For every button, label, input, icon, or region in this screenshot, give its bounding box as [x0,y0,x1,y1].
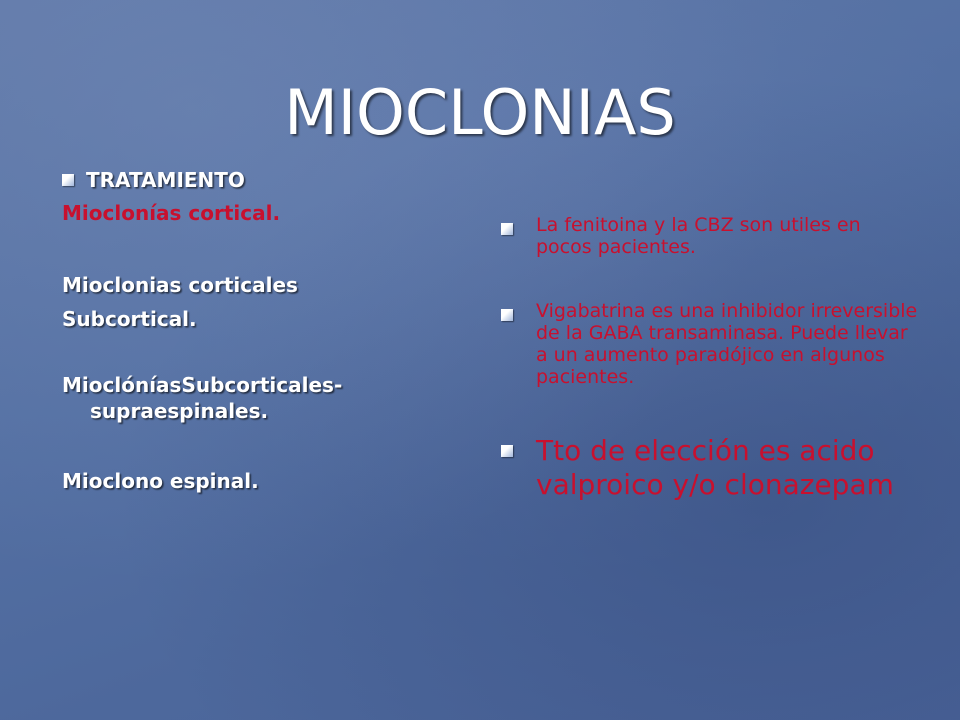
slide-title: MIOCLONIAS [284,76,676,149]
bullet-vigabatrina [498,300,918,388]
left-column [62,166,422,494]
square-bullet-icon [501,223,513,235]
line-subcorticales: MioclóníasSubcorticales- supraespinales. [62,373,343,423]
right-column [498,214,918,502]
bullet-fenitoina-text: La fenitoina y la CBZ son utiles en pocos pacientes. [536,214,861,258]
treatment-heading [62,166,422,194]
square-bullet-icon [501,445,513,457]
bullet-eleccion [498,434,918,502]
line-subcortical: Subcortical. [62,307,197,331]
bullet-eleccion-text: Tto de elección es acido valproico y/o clonazepam [536,434,894,501]
square-bullet-icon [62,174,74,186]
bullet-fenitoina [498,214,918,258]
line-cortical: Mioclonías cortical. [62,201,281,225]
bullet-vigabatrina-text: Vigabatrina es una inhibidor irreversible de la GABA transaminasa. Puede llevar a un aumento paradójico en algunos pacientes. [536,300,918,388]
line-espinal: Mioclono espinal. [62,469,259,493]
treatment-heading-text: TRATAMIENTO [86,168,245,192]
line-corticales: Mioclonias corticales [62,273,298,297]
square-bullet-icon [501,309,513,321]
